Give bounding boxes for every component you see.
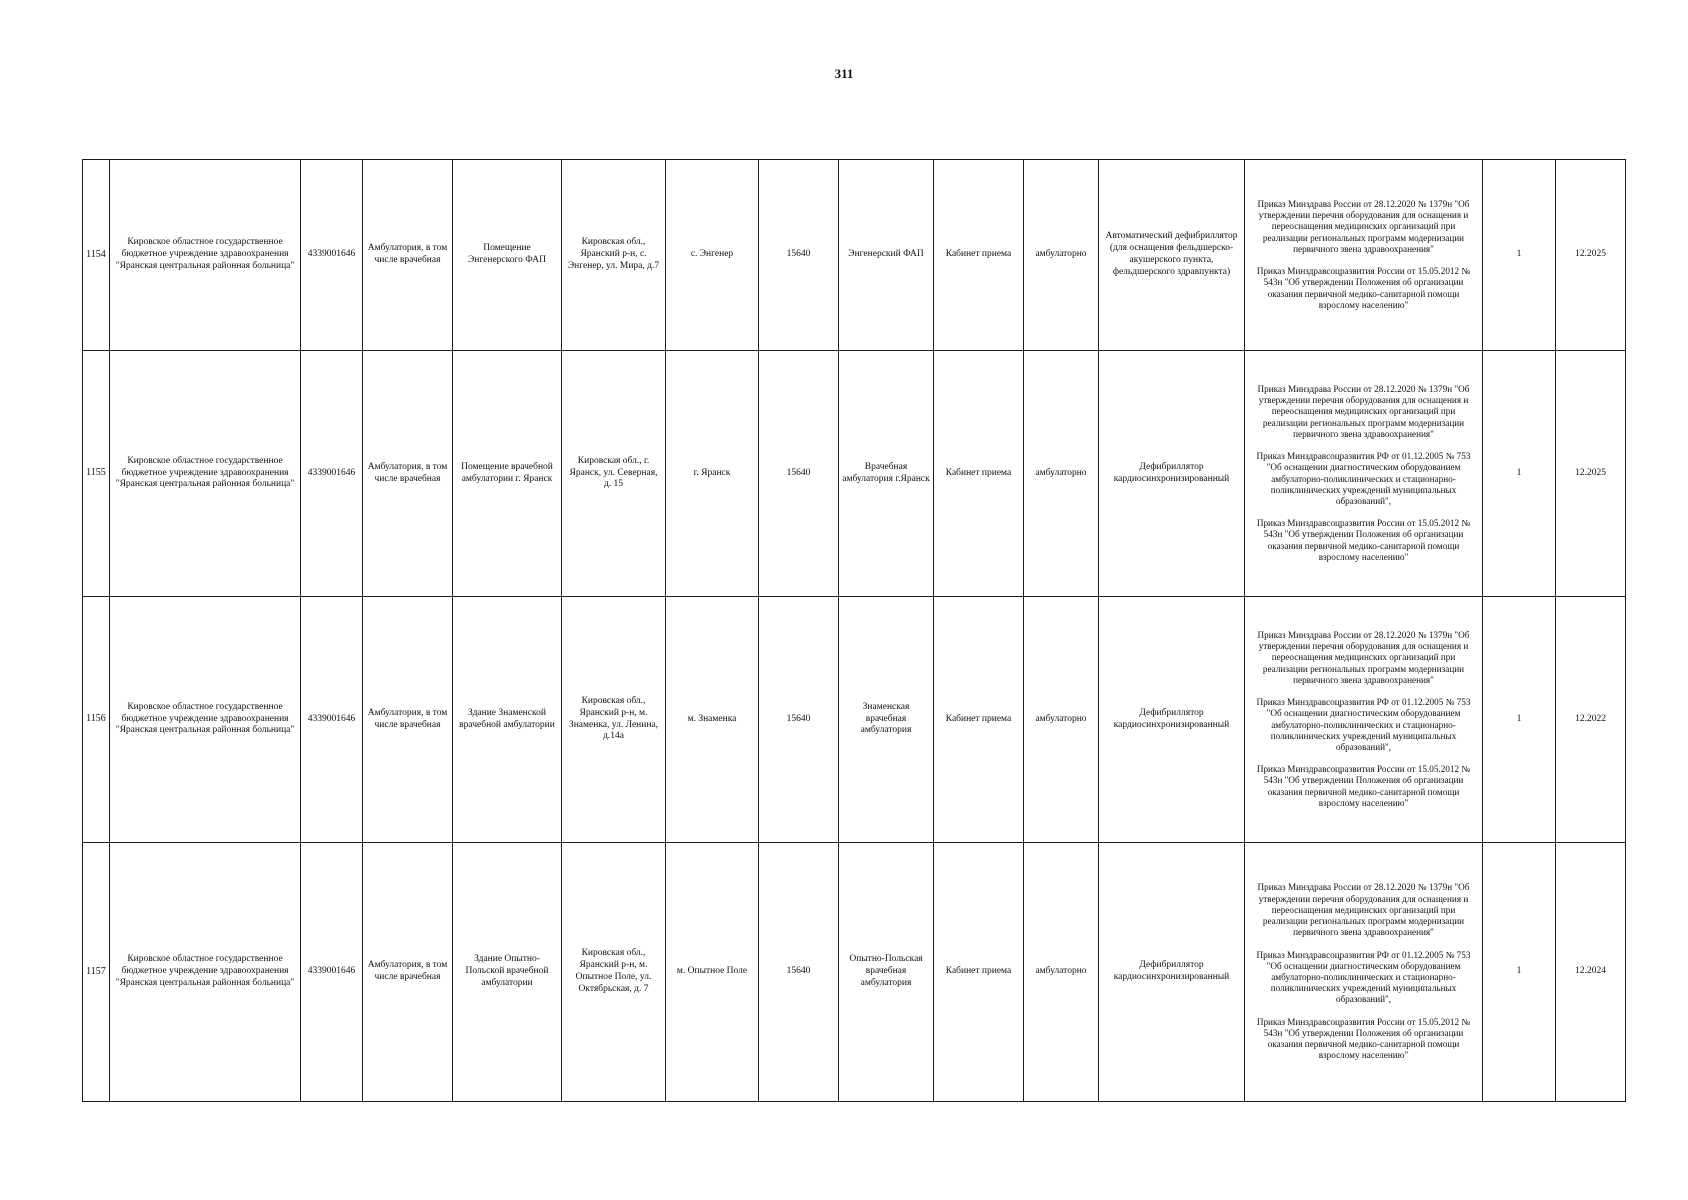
regulatory-document: Приказ Минздрава России от 28.12.2020 № 1379н "Об утверждении перечня оборудования для оснащения и переоснащения медицинских организаций при реализации региональных программ модернизации первичного звена здравоохранения" bbox=[1257, 882, 1470, 938]
due-date: 12.2022 bbox=[1556, 597, 1626, 843]
row-number: 1154 bbox=[83, 160, 110, 351]
equipment-name: Дефибриллятор кардиосинхронизированный bbox=[1099, 597, 1245, 843]
inn: 4339001646 bbox=[301, 597, 363, 843]
locality: м. Знаменка bbox=[666, 597, 759, 843]
table-row bbox=[83, 160, 1626, 351]
page-number: 311 bbox=[834, 66, 854, 81]
quantity: 1 bbox=[1483, 597, 1556, 843]
due-date: 12.2024 bbox=[1556, 843, 1626, 1102]
row-number: 1156 bbox=[83, 597, 110, 843]
address: Кировская обл., Яранский р-н, м. Знаменка, ул. Ленина, д.14а bbox=[562, 597, 666, 843]
regulatory-document: Приказ Минздравсоцразвития России от 15.05.2012 № 543н "Об утверждении Положения об организации оказания первичной медико-санитарной помощи взрослому населению" bbox=[1256, 1016, 1471, 1061]
inn: 4339001646 bbox=[301, 160, 363, 351]
equipment-name: Автоматический дефибриллятор (для оснащения фельдшерско-акушерского пункта, фельдшерского здравпункта) bbox=[1099, 160, 1245, 351]
premises: Здание Опытно-Польской врачебной амбулатории bbox=[453, 843, 562, 1102]
row-number: 1157 bbox=[83, 843, 110, 1102]
care-mode: амбулаторно bbox=[1024, 351, 1099, 597]
care-mode: амбулаторно bbox=[1024, 843, 1099, 1102]
cabinet: Кабинет приема bbox=[934, 597, 1024, 843]
regulatory-document: Приказ Минздравсоцразвития России от 15.05.2012 № 543н "Об утверждении Положения об организации оказания первичной медико-санитарной помощи взрослому населению" bbox=[1256, 266, 1471, 310]
inn: 4339001646 bbox=[301, 351, 363, 597]
premises: Помещение Энгенерского ФАП bbox=[453, 160, 562, 351]
quantity: 1 bbox=[1483, 351, 1556, 597]
code: 15640 bbox=[759, 843, 839, 1102]
address: Кировская обл., Яранский р-н, с. Энгенер, ул. Мира, д.7 bbox=[562, 160, 666, 351]
table-row bbox=[83, 597, 1626, 843]
locality: м. Опытное Поле bbox=[666, 843, 759, 1102]
cabinet: Кабинет приема bbox=[934, 160, 1024, 351]
premises: Помещение врачебной амбулатории г. Яранск bbox=[453, 351, 562, 597]
regulatory-document: Приказ Минздрава России от 28.12.2020 № 1379н "Об утверждении перечня оборудования для оснащения и переоснащения медицинских организаций при реализации региональных программ модернизации первичного звена здравоохранения" bbox=[1257, 629, 1470, 685]
regulatory-document: Приказ Минздравсоцразвития РФ от 01.12.2005 № 753 "Об оснащении диагностическим оборудованием амбулаторно-поликлинических и стационарно-поликлинических учреждений муниципальных образований", bbox=[1256, 451, 1471, 506]
premises: Здание Знаменской врачебной амбулатории bbox=[453, 597, 562, 843]
care-mode: амбулаторно bbox=[1024, 597, 1099, 843]
equipment-name: Дефибриллятор кардиосинхронизированный bbox=[1099, 351, 1245, 597]
unit-name: Опытно-Польская врачебная амбулатория bbox=[839, 843, 934, 1102]
regulatory-document: Приказ Минздравсоцразвития России от 15.05.2012 № 543н "Об утверждении Положения об организации оказания первичной медико-санитарной помощи взрослому населению" bbox=[1256, 764, 1471, 808]
regulatory-document: Приказ Минздравсоцразвития РФ от 01.12.2005 № 753 "Об оснащении диагностическим оборудованием амбулаторно-поликлинических и стационарно-поликлинических учреждений муниципальных образований", bbox=[1256, 697, 1471, 752]
code: 15640 bbox=[759, 351, 839, 597]
unit-name: Энгенерский ФАП bbox=[839, 160, 934, 351]
due-date: 12.2025 bbox=[1556, 351, 1626, 597]
organization-name: Кировское областное государственное бюджетное учреждение здравоохранения "Яранская центральная районная больница" bbox=[110, 843, 301, 1102]
quantity: 1 bbox=[1483, 843, 1556, 1102]
locality: с. Энгенер bbox=[666, 160, 759, 351]
regulatory-documents bbox=[1245, 843, 1483, 1102]
equipment-name: Дефибриллятор кардиосинхронизированный bbox=[1099, 843, 1245, 1102]
quantity: 1 bbox=[1483, 160, 1556, 351]
regulatory-documents bbox=[1245, 160, 1483, 351]
code: 15640 bbox=[759, 160, 839, 351]
equipment-registry-table bbox=[82, 159, 1626, 1102]
unit-name: Знаменская врачебная амбулатория bbox=[839, 597, 934, 843]
cabinet: Кабинет приема bbox=[934, 351, 1024, 597]
facility-type: Амбулатория, в том числе врачебная bbox=[363, 597, 453, 843]
row-number: 1155 bbox=[83, 351, 110, 597]
unit-name: Врачебная амбулатория г.Яранск bbox=[839, 351, 934, 597]
inn: 4339001646 bbox=[301, 843, 363, 1102]
cabinet: Кабинет приема bbox=[934, 843, 1024, 1102]
organization-name: Кировское областное государственное бюджетное учреждение здравоохранения "Яранская центральная районная больница" bbox=[110, 160, 301, 351]
regulatory-document: Приказ Минздравсоцразвития РФ от 01.12.2005 № 753 "Об оснащении диагностическим оборудованием амбулаторно-поликлинических и стационарно-поликлинических учреждений муниципальных образований", bbox=[1256, 949, 1471, 1005]
table-row bbox=[83, 351, 1626, 597]
regulatory-documents bbox=[1245, 597, 1483, 843]
facility-type: Амбулатория, в том числе врачебная bbox=[363, 160, 453, 351]
locality: г. Яранск bbox=[666, 351, 759, 597]
due-date: 12.2025 bbox=[1556, 160, 1626, 351]
regulatory-document: Приказ Минздрава России от 28.12.2020 № 1379н "Об утверждении перечня оборудования для оснащения и переоснащения медицинских организаций при реализации региональных программ модернизации первичного звена здравоохранения" bbox=[1257, 199, 1470, 254]
organization-name: Кировское областное государственное бюджетное учреждение здравоохранения "Яранская центральная районная больница" bbox=[110, 351, 301, 597]
address: Кировская обл., г. Яранск, ул. Северная, д. 15 bbox=[562, 351, 666, 597]
facility-type: Амбулатория, в том числе врачебная bbox=[363, 351, 453, 597]
organization-name: Кировское областное государственное бюджетное учреждение здравоохранения "Яранская центральная районная больница" bbox=[110, 597, 301, 843]
regulatory-document: Приказ Минздрава России от 28.12.2020 № 1379н "Об утверждении перечня оборудования для оснащения и переоснащения медицинских организаций при реализации региональных программ модернизации первичного звена здравоохранения" bbox=[1257, 383, 1470, 439]
address: Кировская обл., Яранский р-н, м. Опытное Поле, ул. Октябрьская, д. 7 bbox=[562, 843, 666, 1102]
facility-type: Амбулатория, в том числе врачебная bbox=[363, 843, 453, 1102]
table-row bbox=[83, 843, 1626, 1102]
code: 15640 bbox=[759, 597, 839, 843]
care-mode: амбулаторно bbox=[1024, 160, 1099, 351]
regulatory-documents bbox=[1245, 351, 1483, 597]
regulatory-document: Приказ Минздравсоцразвития России от 15.05.2012 № 543н "Об утверждении Положения об организации оказания первичной медико-санитарной помощи взрослому населению" bbox=[1256, 518, 1471, 562]
